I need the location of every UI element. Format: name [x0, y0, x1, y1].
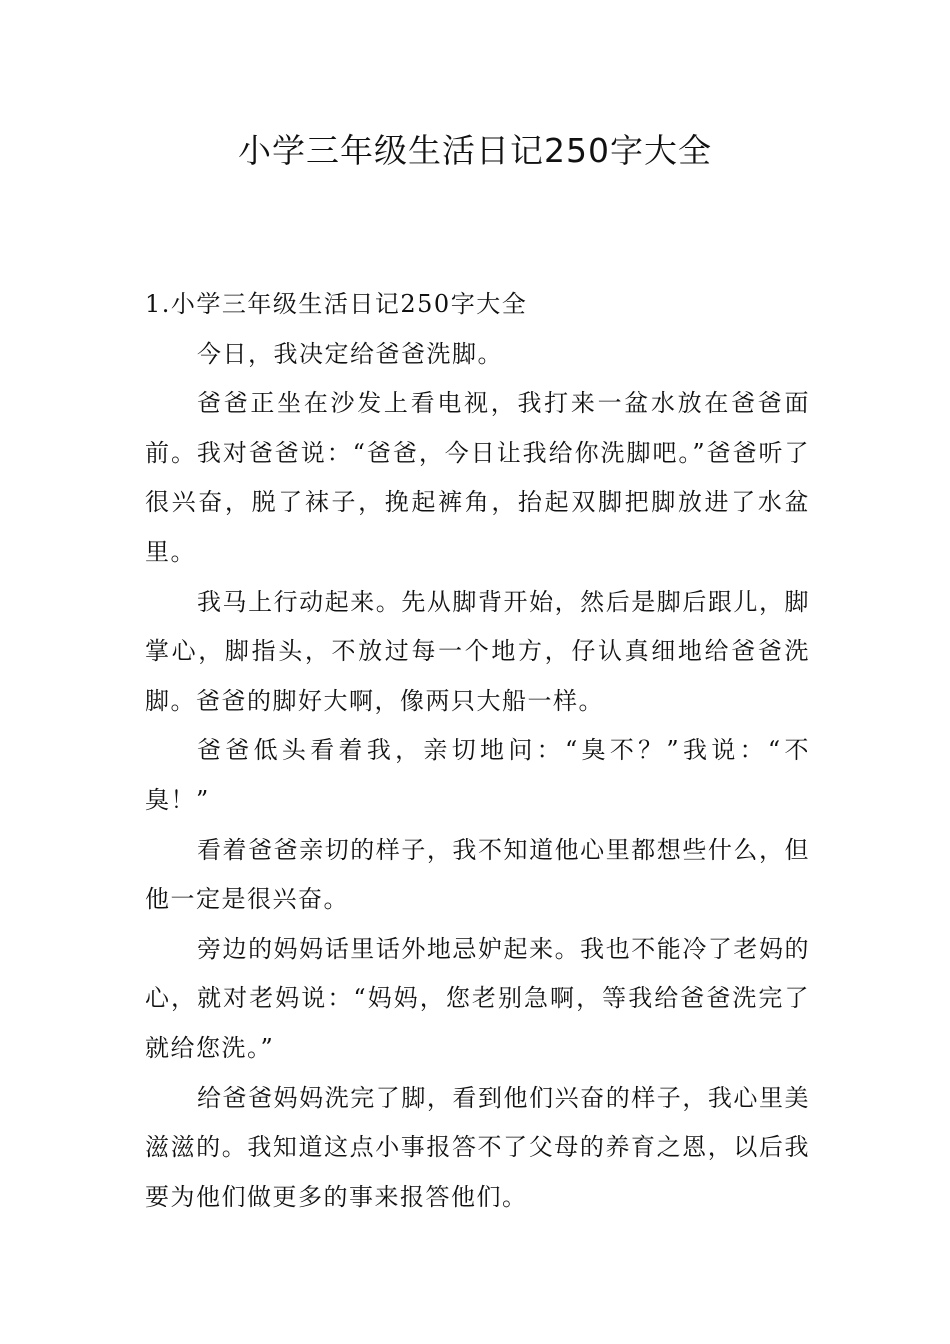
paragraph: 爸爸低头看着我，亲切地问：“臭不？”我说：“不臭！” [145, 736, 810, 814]
document-title: 小学三年级生活日记250字大全 [238, 131, 712, 170]
paragraph: 爸爸正坐在沙发上看电视，我打来一盆水放在爸爸面前。我对爸爸说：“爸爸，今日让我给你洗脚吧。”爸爸听了很兴奋，脱了袜子，挽起裤角，抬起双脚把脚放进了水盆里。 [145, 389, 810, 566]
paragraph: 旁边的妈妈话里话外地忌妒起来。我也不能冷了老妈的心，就对老妈说：“妈妈，您老别急啊，等我给爸爸洗完了就给您洗。” [145, 934, 810, 1062]
document-body [145, 280, 810, 1222]
paragraph: 我马上行动起来。先从脚背开始，然后是脚后跟儿，脚掌心，脚指头，不放过每一个地方，仔认真细地给爸爸洗脚。爸爸的脚好大啊，像两只大船一样。 [145, 587, 810, 715]
paragraph: 看着爸爸亲切的样子，我不知道他心里都想些什么，但他一定是很兴奋。 [145, 835, 810, 914]
section-heading: 1.小学三年级生活日记250字大全 [145, 290, 528, 318]
paragraph: 给爸爸妈妈洗完了脚，看到他们兴奋的样子，我心里美滋滋的。我知道这点小事报答不了父母的养育之恩，以后我要为他们做更多的事来报答他们。 [145, 1083, 810, 1211]
paragraph: 今日，我决定给爸爸洗脚。 [197, 339, 503, 368]
